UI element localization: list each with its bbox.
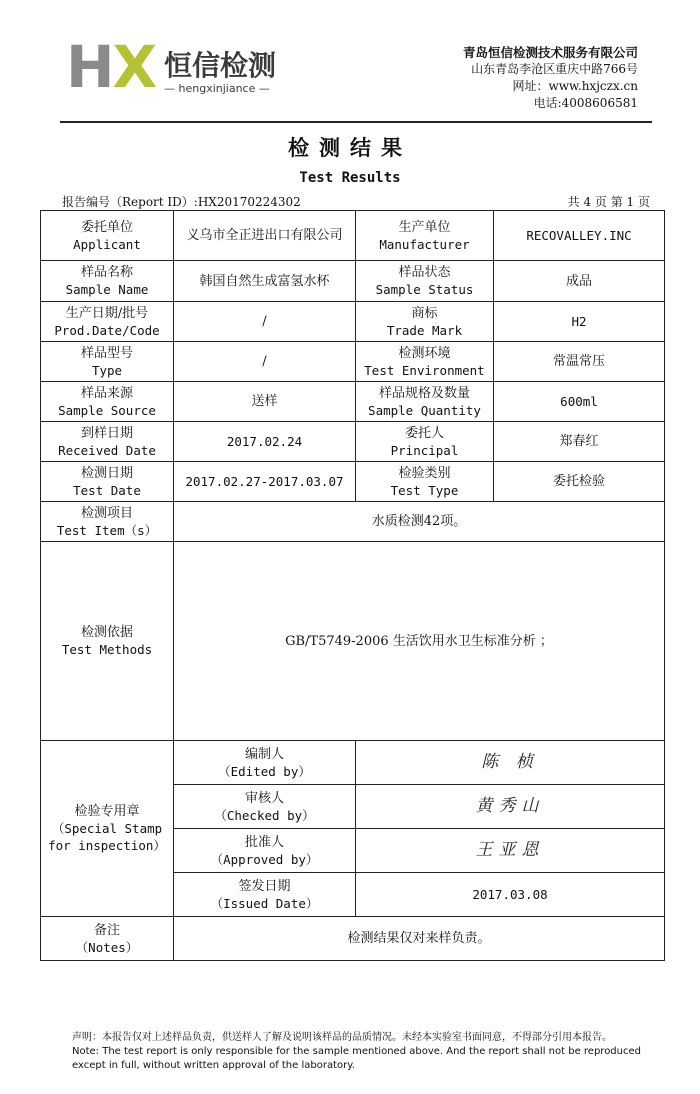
- checked-by-signature: 黄秀山: [356, 785, 665, 829]
- applicant-label: 委托单位 Applicant: [41, 211, 174, 261]
- approved-by-signature: 王亚恩: [356, 829, 665, 873]
- page-subtitle: Test Results: [299, 170, 401, 186]
- checked-by-label: 审核人 （Checked by）: [174, 785, 356, 829]
- prod-date-label: 生产日期/批号 Prod.Date/Code: [41, 302, 174, 342]
- table-row: [41, 502, 665, 542]
- sample-source-value: 送样: [174, 382, 356, 422]
- disclaimer-english: Note: The test report is only responsible for the sample mentioned above. And the report shall not be reproduced except in full, without written approval of the laboratory.: [72, 1046, 641, 1071]
- test-item-value: 水质检测42项。: [174, 502, 665, 542]
- company-website: 网址：www.hxjczx.cn: [512, 79, 638, 93]
- test-methods-label: 检测依据 Test Methods: [41, 542, 174, 741]
- company-address: 山东青岛李沧区重庆中路766号: [471, 62, 638, 76]
- table-row: [41, 462, 665, 502]
- trade-mark-label: 商标 Trade Mark: [356, 302, 494, 342]
- sample-status-value: 成品: [494, 261, 665, 302]
- type-label: 样品型号 Type: [41, 342, 174, 382]
- footer-disclaimer: [72, 1031, 662, 1073]
- test-date-label: 检测日期 Test Date: [41, 462, 174, 502]
- edited-by-label: 编制人 （Edited by）: [174, 741, 356, 785]
- test-methods-value: GB/T5749-2006 生活饮用水卫生标准分析 ；: [174, 542, 665, 741]
- company-phone: 电话:4008606581: [533, 96, 638, 110]
- header-divider: [60, 121, 652, 123]
- notes-label: 备注 （Notes）: [41, 917, 174, 961]
- issued-date-value: 2017.03.08: [356, 873, 665, 917]
- table-row: [41, 261, 665, 302]
- company-logo: [66, 33, 316, 108]
- approved-by-label: 批准人 （Approved by）: [174, 829, 356, 873]
- table-row: [41, 917, 665, 961]
- test-type-label: 检验类别 Test Type: [356, 462, 494, 502]
- applicant-value: 义乌市全正进出口有限公司: [174, 211, 356, 261]
- company-info: [463, 44, 638, 112]
- sample-quantity-label: 样品规格及数量 Sample Quantity: [356, 382, 494, 422]
- table-row: [41, 211, 665, 261]
- table-row: [41, 542, 665, 741]
- logo-mark: HX: [66, 33, 156, 101]
- company-name: 青岛恒信检测技术服务有限公司: [462, 45, 638, 60]
- manufacturer-label: 生产单位 Manufacturer: [356, 211, 494, 261]
- notes-value: 检测结果仅对来样负责。: [174, 917, 665, 961]
- page-info: 共 4 页 第 1 页: [567, 195, 650, 209]
- logo-english-name: — hengxinjiance —: [164, 82, 270, 95]
- logo-chinese-name: 恒信检测: [164, 49, 277, 82]
- special-stamp-label: 检验专用章 （Special Stamp for inspection）: [41, 741, 174, 917]
- principal-value: 郑春红: [494, 422, 665, 462]
- principal-label: 委托人 Principal: [356, 422, 494, 462]
- sample-status-label: 样品状态 Sample Status: [356, 261, 494, 302]
- trade-mark-value: H2: [494, 302, 665, 342]
- table-row: [41, 302, 665, 342]
- test-environment-value: 常温常压: [494, 342, 665, 382]
- received-date-label: 到样日期 Received Date: [41, 422, 174, 462]
- issued-date-label: 签发日期 （Issued Date）: [174, 873, 356, 917]
- test-type-value: 委托检验: [494, 462, 665, 502]
- type-value: /: [174, 342, 356, 382]
- table-row: [41, 342, 665, 382]
- edited-by-signature: 陈 桢: [356, 741, 665, 785]
- disclaimer-chinese: 声明：本报告仅对上述样品负责，供送样人了解及说明该样品的品质情况。未经本实验室书面同意，不得部分引用本报告。: [72, 1032, 612, 1043]
- sample-name-label: 样品名称 Sample Name: [41, 261, 174, 302]
- test-date-value: 2017.02.27-2017.03.07: [174, 462, 356, 502]
- table-row: [41, 382, 665, 422]
- test-item-label: 检测项目 Test Item（s）: [41, 502, 174, 542]
- sample-source-label: 样品来源 Sample Source: [41, 382, 174, 422]
- prod-date-value: /: [174, 302, 356, 342]
- received-date-value: 2017.02.24: [174, 422, 356, 462]
- test-environment-label: 检测环境 Test Environment: [356, 342, 494, 382]
- table-row: [41, 741, 665, 785]
- page-title: 检测结果: [288, 136, 412, 160]
- manufacturer-value: RECOVALLEY.INC: [494, 211, 665, 261]
- sample-name-value: 韩国自然生成富氢水杯: [174, 261, 356, 302]
- results-table: [40, 210, 665, 961]
- sample-quantity-value: 600ml: [494, 382, 665, 422]
- table-row: [41, 422, 665, 462]
- report-id: 报告编号（Report ID）:HX20170224302: [62, 195, 301, 209]
